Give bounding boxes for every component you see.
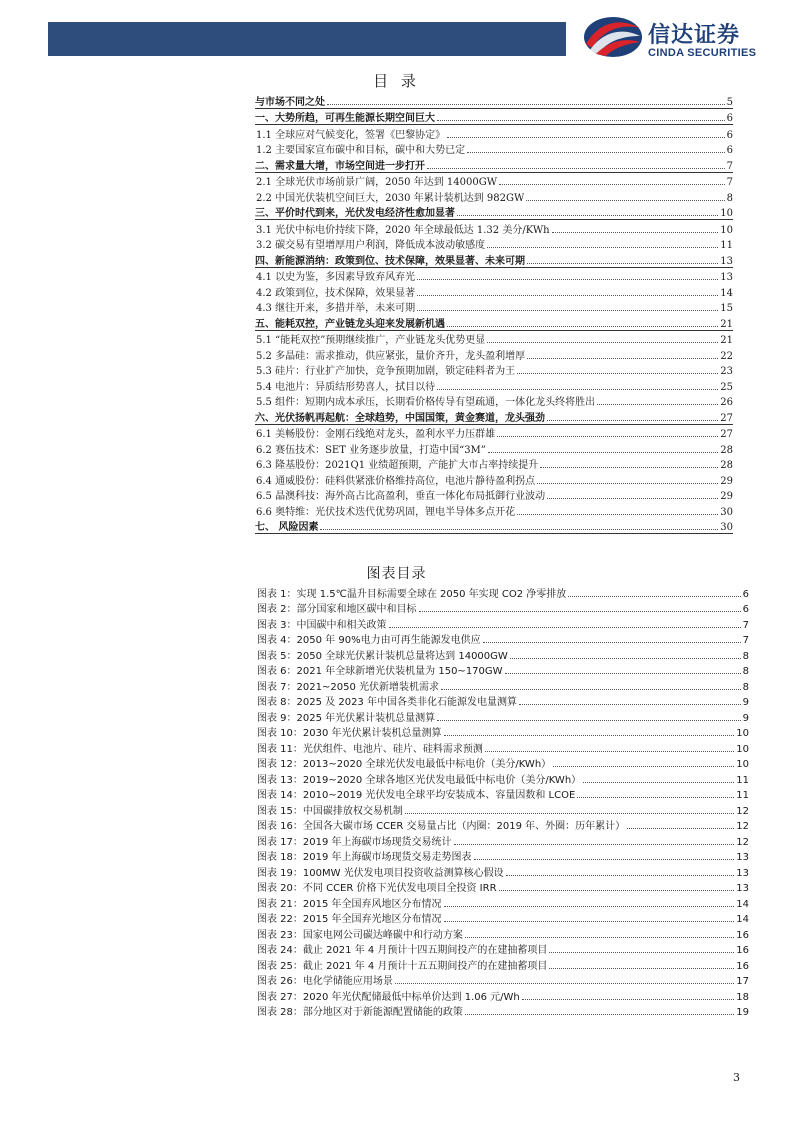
toc-entry-text: 与市场不同之处 xyxy=(255,96,325,108)
figure-entry-text: 图表 12：2013~2020 全球光伏发电最低中标电价（美分/KWh） xyxy=(257,759,552,770)
toc-entry-page: 13 xyxy=(720,255,733,267)
toc-entry-text: 一、大势所趋，可再生能源长期空间巨大 xyxy=(255,113,435,124)
figure-entry-page: 11 xyxy=(736,774,749,786)
logo-cn-text: 信达证券 xyxy=(648,23,741,48)
figure-entry-page: 14 xyxy=(736,898,749,910)
toc-entry-text: 2.2 中国光伏装机空间巨大，2030 年累计装机达到 982GW xyxy=(256,192,525,204)
figure-entry[interactable] xyxy=(257,724,749,740)
figure-entry-page: 12 xyxy=(736,836,749,848)
toc-entry-text: 3.2 碳交易有望增厚用户利润，降低成本波动敏感度 xyxy=(256,240,486,251)
toc-entry-text: 6.3 隆基股份：2021Q1 业绩超预期，产能扩大市占率持续提升 xyxy=(256,460,539,471)
dot-leader xyxy=(437,120,725,121)
toc-entry[interactable] xyxy=(255,314,733,331)
toc-entry[interactable] xyxy=(255,502,733,518)
figure-entry[interactable] xyxy=(257,584,749,600)
figure-entry-text: 图表 23：国家电网公司碳达峰碳中和行动方案 xyxy=(257,929,463,941)
figure-entry[interactable] xyxy=(257,693,749,709)
figure-entry[interactable] xyxy=(257,786,749,802)
figure-entry-text: 图表 24：截止 2021 年 4 月预计十四五期间投产的在建抽蓄项目 xyxy=(257,945,548,956)
toc-entry[interactable] xyxy=(255,393,733,409)
dot-leader xyxy=(405,813,734,814)
dot-leader xyxy=(395,983,734,984)
toc-entry-page: 7 xyxy=(726,177,733,188)
dot-leader xyxy=(427,168,725,169)
dot-leader xyxy=(417,310,718,311)
figures-title: 图表目录 xyxy=(366,566,427,582)
dot-leader xyxy=(527,358,718,359)
page-number: 3 xyxy=(733,1071,740,1084)
toc-entry[interactable] xyxy=(255,92,733,109)
toc-entry[interactable] xyxy=(255,109,733,126)
figure-entry[interactable] xyxy=(257,1003,749,1019)
toc-entry-text: 5.1 “能耗双控”预期继续推广，产业链龙头优势更显 xyxy=(256,335,486,346)
figure-entry-text: 图表 1：实现 1.5℃温升目标需要全球在 2050 年实现 CO2 净零排放 xyxy=(257,588,567,600)
toc-entry[interactable] xyxy=(255,188,733,204)
dot-leader xyxy=(485,751,734,752)
figure-entry[interactable] xyxy=(257,987,749,1003)
toc-entry-page: 29 xyxy=(720,491,733,502)
figure-entry-text: 图表 19：100MW 光伏发电项目投资收益测算核心假设 xyxy=(257,867,504,879)
toc-entry-page: 6 xyxy=(726,129,733,141)
toc-entry-text: 4.3 继往开来，多措并举，未来可期 xyxy=(256,303,416,314)
figure-entry-text: 图表 20：不同 CCER 价格下光伏发电项目全投资 IRR xyxy=(257,883,497,894)
toc-entry-page: 27 xyxy=(720,412,733,424)
toc-entry-page: 7 xyxy=(726,160,733,172)
toc-entry[interactable] xyxy=(255,173,733,189)
toc-entry-text: 2.1 全球光伏市场前景广阔，2050 年达到 14000GW xyxy=(256,177,497,188)
dot-leader xyxy=(419,611,741,612)
toc-entry-page: 26 xyxy=(720,397,733,408)
dot-leader xyxy=(506,875,735,876)
toc-entry[interactable] xyxy=(255,268,733,284)
toc-entry-page: 25 xyxy=(720,381,733,393)
figure-entry-page: 10 xyxy=(736,759,749,770)
toc-entry[interactable] xyxy=(255,408,733,425)
toc-entry-page: 30 xyxy=(720,522,733,533)
toc-entry-page: 23 xyxy=(720,366,733,377)
toc-entry-page: 28 xyxy=(720,444,733,456)
toc-entry-text: 6.4 通威股份：硅料供紧涨价格维持高位，电池片静待盈利拐点 xyxy=(256,475,536,487)
dot-leader xyxy=(437,720,740,721)
toc-entry[interactable] xyxy=(255,377,733,393)
toc-entry-text: 五、能耗双控，产业链龙头迎来发展新机遇 xyxy=(255,318,445,330)
toc-entry-text: 六、光伏扬帆再起航：全球趋势，中国国策，黄金赛道，龙头强劲 xyxy=(255,412,545,424)
figure-entry[interactable] xyxy=(257,941,749,957)
figure-entry-text: 图表 22：2015 年全国弃光地区分布情况 xyxy=(257,914,442,925)
dot-leader xyxy=(474,859,735,860)
figure-entry-text: 图表 27：2020 年光伏配储最低中标单价达到 1.06 元/Wh xyxy=(257,991,520,1003)
figure-entry-page: 6 xyxy=(742,604,749,615)
figure-entry[interactable] xyxy=(257,615,749,631)
figure-entry-text: 图表 17：2019 年上海碳市场现货交易统计 xyxy=(257,836,452,848)
figure-entry[interactable] xyxy=(257,677,749,693)
toc-entry[interactable] xyxy=(255,125,733,141)
toc-entry-text: 6.5 晶澳科技：海外高占比高盈利，垂直一体化布局抵御行业波动 xyxy=(256,491,546,502)
toc-entry-page: 29 xyxy=(720,475,733,487)
figure-entry[interactable] xyxy=(257,972,749,988)
figure-entry[interactable] xyxy=(257,925,749,941)
toc-entry-text: 5.2 多晶硅：需求推动，供应紧张，量价齐升，龙头盈利增厚 xyxy=(256,350,526,362)
toc-entry-text: 1.2 主要国家宣布碳中和目标，碳中和大势已定 xyxy=(256,145,466,156)
cinda-logo xyxy=(582,14,772,62)
figure-entry-text: 图表 9：2025 年光伏累计装机总量测算 xyxy=(257,712,436,724)
dot-leader xyxy=(447,137,725,138)
dot-leader xyxy=(583,782,734,783)
figure-entry-text: 图表 7：2021~2050 光伏新增装机需求 xyxy=(257,681,439,693)
dot-leader xyxy=(454,844,735,845)
dot-leader xyxy=(444,921,735,922)
figure-entry-page: 9 xyxy=(742,712,749,724)
figure-entry-text: 图表 14：2010~2019 光伏发电全球平均安装成本、容量因数和 LCOE xyxy=(257,790,576,801)
dot-leader xyxy=(553,766,734,767)
figure-entry-text: 图表 4：2050 年 90%电力由可再生能源发电供应 xyxy=(257,635,481,646)
toc-entry-text: 3.1 光伏中标电价持续下降，2020 年全球最低达 1.32 美分/KWh xyxy=(256,224,550,236)
dot-leader xyxy=(549,968,734,969)
dot-leader xyxy=(389,627,741,628)
figure-entry-text: 图表 3：中国碳中和相关政策 xyxy=(257,619,387,631)
toc-entry-page: 15 xyxy=(720,303,733,314)
dot-leader xyxy=(540,467,718,468)
figure-entry-text: 图表 5：2050 全球光伏累计装机总量将达到 14000GW xyxy=(257,650,508,662)
dot-leader xyxy=(547,420,718,421)
figure-entry-text: 图表 6：2021 年全球新增光伏装机量为 150~170GW xyxy=(257,666,503,677)
toc-entry-text: 1.1 全球应对气候变化，签署《巴黎协定》 xyxy=(256,129,446,141)
figure-entry-page: 11 xyxy=(736,790,749,801)
toc-entry[interactable] xyxy=(255,440,733,456)
figure-entry-page: 12 xyxy=(736,821,749,832)
figure-entry[interactable] xyxy=(257,631,749,647)
figure-entry-text: 图表 2：部分国家和地区碳中和目标 xyxy=(257,604,417,615)
figure-entry[interactable] xyxy=(257,770,749,786)
toc-entry-page: 6 xyxy=(726,145,733,156)
dot-leader xyxy=(320,529,718,530)
toc-entry[interactable] xyxy=(255,204,733,221)
dot-leader xyxy=(522,999,735,1000)
figure-entry-page: 8 xyxy=(742,650,749,662)
figure-entry[interactable] xyxy=(257,708,749,724)
toc-entry-page: 13 xyxy=(720,272,733,283)
toc-list xyxy=(255,92,733,534)
figure-entry[interactable] xyxy=(257,848,749,864)
toc-entry-page: 10 xyxy=(720,224,733,236)
toc-entry-text: 6.2 赛伍技术：SET 业务逐步放量，打造中国“3M” xyxy=(256,444,486,456)
dot-leader xyxy=(517,514,718,515)
figure-entry[interactable] xyxy=(257,817,749,833)
figure-entry-page: 17 xyxy=(736,976,749,987)
dot-leader xyxy=(487,247,718,248)
figure-entry-page: 10 xyxy=(736,743,749,755)
toc-entry-page: 11 xyxy=(720,240,733,251)
figure-entry-page: 8 xyxy=(742,681,749,693)
dot-leader xyxy=(417,279,718,280)
figure-entry[interactable] xyxy=(257,600,749,616)
figure-entry[interactable] xyxy=(257,755,749,771)
figure-entry-page: 18 xyxy=(736,991,749,1003)
figure-entry-page: 9 xyxy=(742,697,749,708)
header-band xyxy=(48,22,566,56)
figure-entry-page: 7 xyxy=(742,635,749,646)
toc-entry-page: 30 xyxy=(720,506,733,518)
figure-entry-page: 7 xyxy=(742,619,749,631)
figure-entry-text: 图表 21：2015 年全国弃风地区分布情况 xyxy=(257,898,442,910)
toc-entry[interactable] xyxy=(255,251,733,268)
toc-entry[interactable] xyxy=(255,471,733,487)
figure-entry-text: 图表 25：截止 2021 年 4 月预计十五五期间投产的在建抽蓄项目 xyxy=(257,960,548,972)
figure-entry-page: 16 xyxy=(736,945,749,956)
dot-leader xyxy=(488,452,718,453)
dot-leader xyxy=(568,596,740,597)
toc-entry-text: 6.1 美畅股份：金刚石线绝对龙头，盈利水平力压群雄 xyxy=(256,429,496,440)
dot-leader xyxy=(457,215,718,216)
dot-leader xyxy=(510,658,741,659)
figure-entry-page: 6 xyxy=(742,588,749,600)
dot-leader xyxy=(577,797,734,798)
figure-entry-page: 14 xyxy=(736,914,749,925)
toc-entry-page: 28 xyxy=(720,460,733,471)
toc-entry-page: 14 xyxy=(720,287,733,299)
dot-leader xyxy=(441,689,741,690)
figure-entry-text: 图表 28：部分地区对于新能源配置储能的政策 xyxy=(257,1007,463,1018)
dot-leader xyxy=(627,828,734,829)
toc-entry-text: 四、新能源消纳：政策到位、技术保障，效果显著、未来可期 xyxy=(255,255,525,267)
dot-leader xyxy=(499,184,725,185)
figure-entry-text: 图表 18：2019 年上海碳市场现货交易走势图表 xyxy=(257,852,472,863)
toc-entry-text: 4.1 以史为鉴，多因素导致弃风弃光 xyxy=(256,272,416,283)
dot-leader xyxy=(517,373,718,374)
figure-entry-text: 图表 16：全国各大碳市场 CCER 交易量占比（内圈：2019 年、外圈：历年累计） xyxy=(257,821,626,832)
figure-entry[interactable] xyxy=(257,863,749,879)
figure-entry[interactable] xyxy=(257,739,749,755)
toc-entry-page: 21 xyxy=(720,335,733,346)
toc-title: 目 录 xyxy=(373,72,420,90)
dot-leader xyxy=(552,232,719,233)
toc-entry[interactable] xyxy=(255,425,733,441)
dot-leader xyxy=(465,1014,734,1015)
figure-entry[interactable] xyxy=(257,801,749,817)
toc-entry[interactable] xyxy=(255,141,733,157)
toc-entry[interactable] xyxy=(255,236,733,252)
toc-entry-text: 二、需求量大增，市场空间进一步打开 xyxy=(255,160,425,172)
figure-entry-page: 10 xyxy=(736,728,749,739)
figure-entry[interactable] xyxy=(257,910,749,926)
toc-entry-text: 5.5 组件：短期内成本承压，长期看价格传导有望疏通，一体化龙头终将胜出 xyxy=(256,397,596,408)
toc-entry-page: 21 xyxy=(720,318,733,330)
toc-entry[interactable] xyxy=(255,487,733,503)
figure-entry[interactable] xyxy=(257,894,749,910)
toc-entry-page: 22 xyxy=(720,350,733,362)
figure-entry-page: 16 xyxy=(736,960,749,972)
toc-entry-page: 6 xyxy=(726,113,733,124)
toc-entry-text: 5.4 电池片：异质结形势喜人，拭目以待 xyxy=(256,381,436,393)
toc-entry[interactable] xyxy=(255,220,733,236)
figure-entry-text: 图表 11：光伏组件、电池片、硅片、硅料需求预测 xyxy=(257,743,483,755)
toc-entry-page: 27 xyxy=(720,429,733,440)
figure-entry-page: 13 xyxy=(736,883,749,894)
dot-leader xyxy=(527,263,718,264)
figure-entry-page: 19 xyxy=(736,1007,749,1018)
toc-entry[interactable] xyxy=(255,299,733,315)
toc-entry-text: 三、平价时代到来，光伏发电经济性愈加显著 xyxy=(255,208,455,219)
toc-entry-page: 8 xyxy=(726,192,733,204)
toc-entry-page: 10 xyxy=(720,208,733,219)
logo-en-text: CINDA SECURITIES xyxy=(648,47,757,59)
cinda-logo-mark-icon xyxy=(582,14,644,60)
toc-entry[interactable] xyxy=(255,346,733,362)
dot-leader xyxy=(497,436,718,437)
toc-entry-text: 6.6 奥特维：光伏技术迭代优势巩固，锂电半导体多点开花 xyxy=(256,506,516,518)
figure-entry[interactable] xyxy=(257,646,749,662)
figure-entry-page: 12 xyxy=(736,805,749,817)
figure-entry-page: 8 xyxy=(742,666,749,677)
dot-leader xyxy=(444,906,735,907)
toc-entry-text: 4.2 政策到位，技术保障，效果显著 xyxy=(256,287,416,299)
figure-entry-text: 图表 13：2019~2020 全球各地区光伏发电最低中标电价（美分/KWh） xyxy=(257,774,582,786)
toc-entry[interactable] xyxy=(255,456,733,472)
dot-leader xyxy=(437,389,718,390)
figure-entry-text: 图表 15：中国碳排放权交易机制 xyxy=(257,805,403,817)
dot-leader xyxy=(549,952,734,953)
figure-entry[interactable] xyxy=(257,879,749,895)
toc-entry-page: 5 xyxy=(726,96,733,108)
toc-entry[interactable] xyxy=(255,331,733,347)
dot-leader xyxy=(417,295,718,296)
dot-leader xyxy=(505,673,741,674)
dot-leader xyxy=(499,890,735,891)
dot-leader xyxy=(547,498,718,499)
figure-entry-page: 13 xyxy=(736,867,749,879)
dot-leader xyxy=(487,342,718,343)
figure-entry[interactable] xyxy=(257,832,749,848)
dot-leader xyxy=(526,200,724,201)
toc-entry[interactable] xyxy=(255,156,733,173)
figure-entry-text: 图表 26：电化学储能应用场景 xyxy=(257,976,393,987)
dot-leader xyxy=(537,483,718,484)
figure-entry-text: 图表 10：2030 年光伏累计装机总量测算 xyxy=(257,728,442,739)
figures-list xyxy=(257,584,749,1018)
toc-entry[interactable] xyxy=(255,283,733,299)
figure-entry[interactable] xyxy=(257,662,749,678)
toc-entry-text: 七、 风险因素 xyxy=(255,522,319,533)
dot-leader xyxy=(444,735,735,736)
toc-entry[interactable] xyxy=(255,362,733,378)
toc-entry-text: 5.3 硅片：行业扩产加快，竞争预期加剧，锁定硅料者为王 xyxy=(256,366,516,377)
dot-leader xyxy=(597,404,718,405)
toc-entry[interactable] xyxy=(255,518,733,535)
figure-entry-page: 13 xyxy=(736,852,749,863)
figure-entry-page: 16 xyxy=(736,929,749,941)
dot-leader xyxy=(327,104,725,105)
dot-leader xyxy=(483,642,741,643)
figure-entry-text: 图表 8：2025 及 2023 年中国各类非化石能源发电量测算 xyxy=(257,697,517,708)
dot-leader xyxy=(519,704,741,705)
dot-leader xyxy=(465,937,734,938)
figure-entry[interactable] xyxy=(257,956,749,972)
dot-leader xyxy=(467,152,725,153)
dot-leader xyxy=(447,326,718,327)
